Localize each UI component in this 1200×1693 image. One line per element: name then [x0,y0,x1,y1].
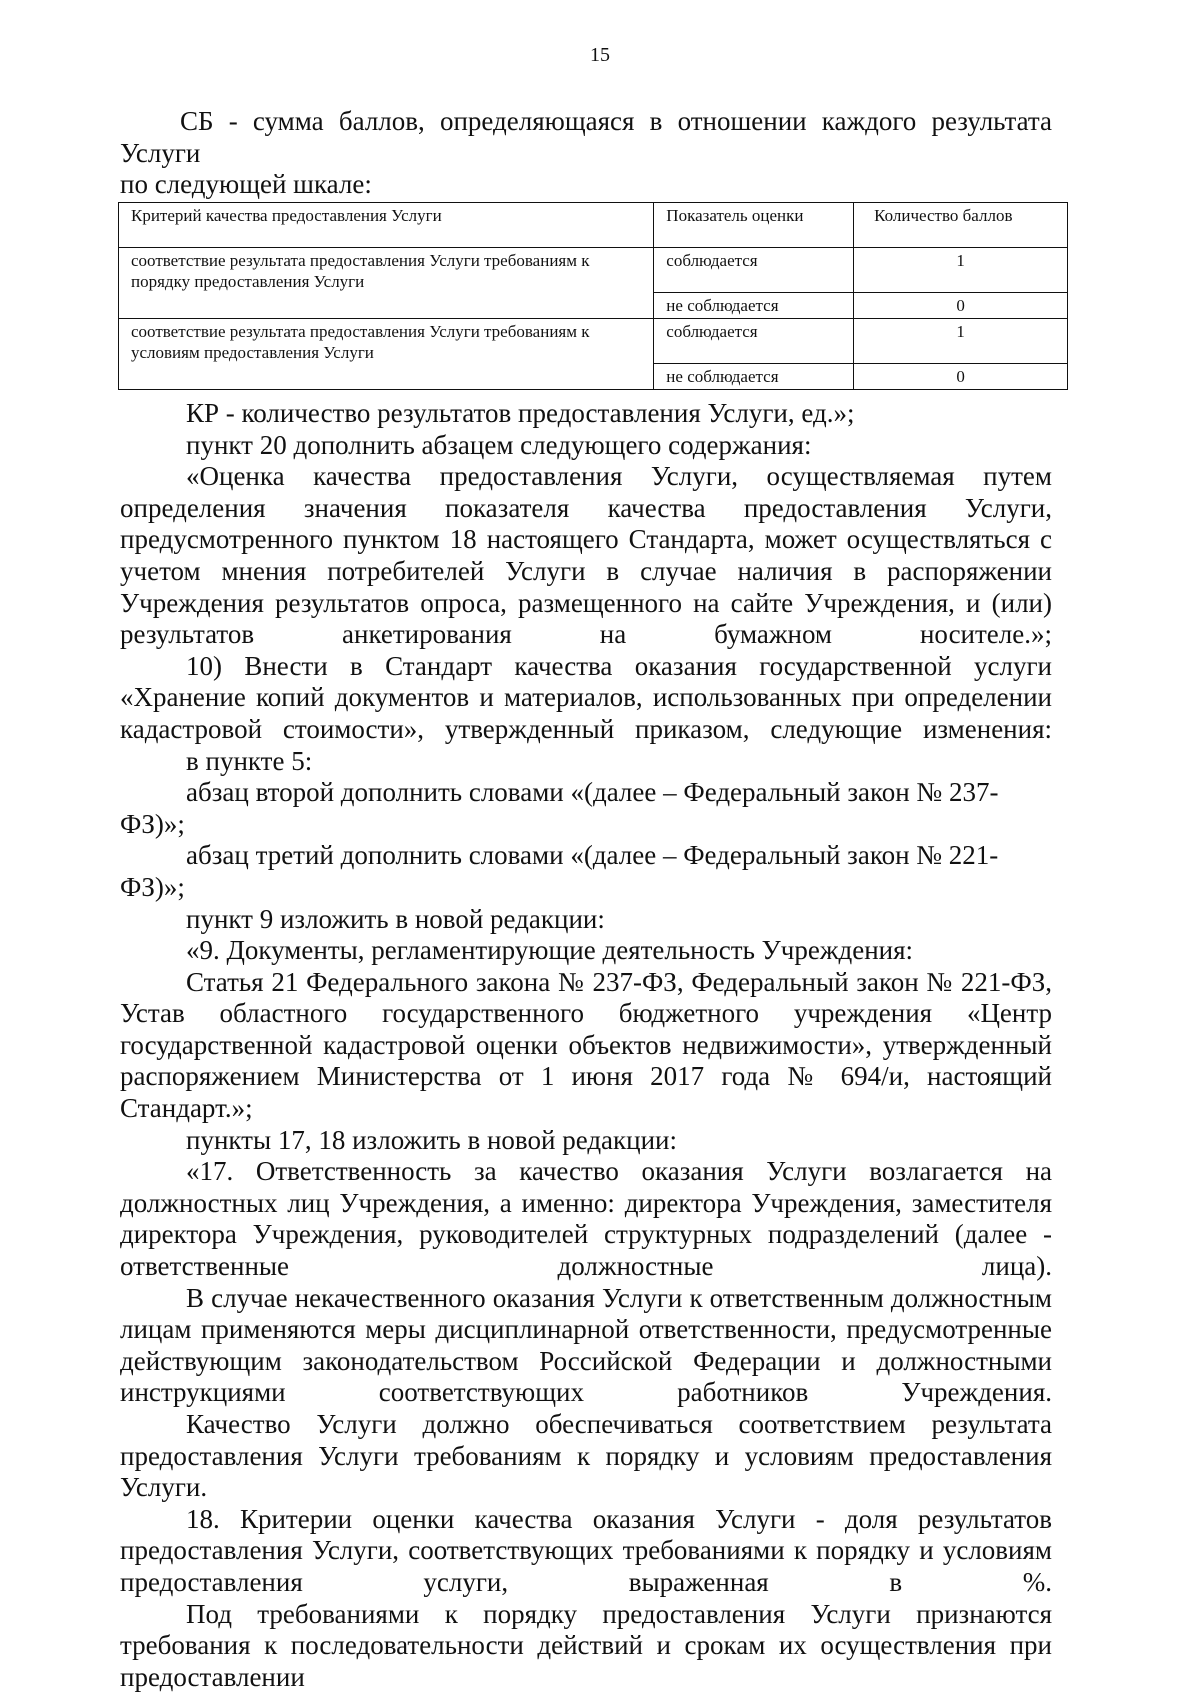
paragraph-article-21: Статья 21 Федерального закона № 237-ФЗ, Федеральный закон № 221-ФЗ, Устав областного государственного бюджетного учреждения «Центр государственной кадастровой оценки объектов недвижимости», утвержденный распоряжением Министерства от 1 июня 2017 года № 694/и, настоящий Стандарт.»; [120,966,1052,1124]
points-cell: 1 [854,319,1068,364]
intro-block [120,106,1052,201]
header-points: Количество баллов [854,203,1068,248]
intro-line-1: СБ - сумма баллов, определяющаяся в отношении каждого результата Услуги [120,106,1052,168]
paragraph-kr: КР - количество результатов предоставления Услуги, ед.»; [186,398,855,428]
header-criterion: Критерий качества предоставления Услуги [119,203,654,248]
paragraph-third-abzac: абзац третий дополнить словами «(далее – Федеральный закон № 221-ФЗ)»; [120,840,999,902]
points-cell: 0 [854,293,1068,319]
indicator-cell: не соблюдается [654,293,854,319]
paragraph-points-17-18: пункты 17, 18 изложить в новой редакции: [186,1124,678,1155]
paragraph-point-5: в пункте 5: [186,745,313,776]
table-row [119,248,1068,293]
criterion-conditions: соответствие результата предоставления Услуги требованиям к условиям предоставления Услуги [119,319,654,390]
paragraph-requirements: Под требованиями к порядку предоставления Услуги признаются требования к последовательности действий и срокам их осуществления при предоставлении [120,1598,1052,1692]
table-header-row [119,203,1068,248]
page-number: 15 [590,44,610,66]
criterion-order: соответствие результата предоставления Услуги требованиям к порядку предоставления Услуги [119,248,654,319]
indicator-cell: соблюдается [654,248,854,293]
paragraph-item-20: пункт 20 дополнить абзацем следующего содержания: [186,429,812,460]
table-row [119,319,1068,364]
intro-line-2: по следующей шкале: [120,169,372,200]
indicator-cell: не соблюдается [654,364,854,390]
paragraph-17-responsibility: «17. Ответственность за качество оказания Услуги возлагается на должностных лиц Учреждения, а именно: директора Учреждения, заместителя директора Учреждения, руководителей структурных подразделений (далее - ответственные должностные лица). [120,1156,1052,1282]
paragraph-18-criteria: 18. Критерии оценки качества оказания Услуги - доля результатов предоставления Услуги, соответствующих требованиями к порядку и условиям предоставления услуги, выраженная в %. [120,1503,1052,1597]
paragraph-second-abzac: абзац второй дополнить словами «(далее – Федеральный закон № 237-ФЗ)»; [120,777,999,839]
paragraph-disciplinary: В случае некачественного оказания Услуги к ответственным должностным лицам применяются меры дисциплинарной ответственности, предусмотренные действующим законодательством Российской Федерации и должностными инструкциями соответствующих работников Учреждения. [120,1282,1052,1408]
indicator-cell: соблюдается [654,319,854,364]
body-text [120,398,1052,1693]
points-cell: 1 [854,248,1068,293]
points-cell: 0 [854,364,1068,390]
paragraph-item-10: 10) Внести в Стандарт качества оказания государственной услуги «Хранение копий документов и материалов, использованных при определении кадастровой стоимости», утвержденный приказом, следующие изменения: [120,650,1052,744]
paragraph-quote-assessment: «Оценка качества предоставления Услуги, осуществляемая путем определения значения показателя качества предоставления Услуги, предусмотренного пунктом 18 настоящего Стандарта, может осуществляться с учетом мнения потребителей Услуги в случае наличия в распоряжении Учреждения результатов опроса, размещенного на сайте Учреждения, и (или) результатов анкетирования на бумажном носителе.»; [120,461,1052,650]
paragraph-quality: Качество Услуги должно обеспечиваться соответствием результата предоставления Услуги требованиям к порядку и условиям предоставления Услуги. [120,1409,1052,1503]
score-table [118,202,1068,390]
paragraph-point-9: пункт 9 изложить в новой редакции: [186,903,605,934]
header-indicator: Показатель оценки [654,203,854,248]
paragraph-documents: «9. Документы, регламентирующие деятельность Учреждения: [186,935,914,966]
